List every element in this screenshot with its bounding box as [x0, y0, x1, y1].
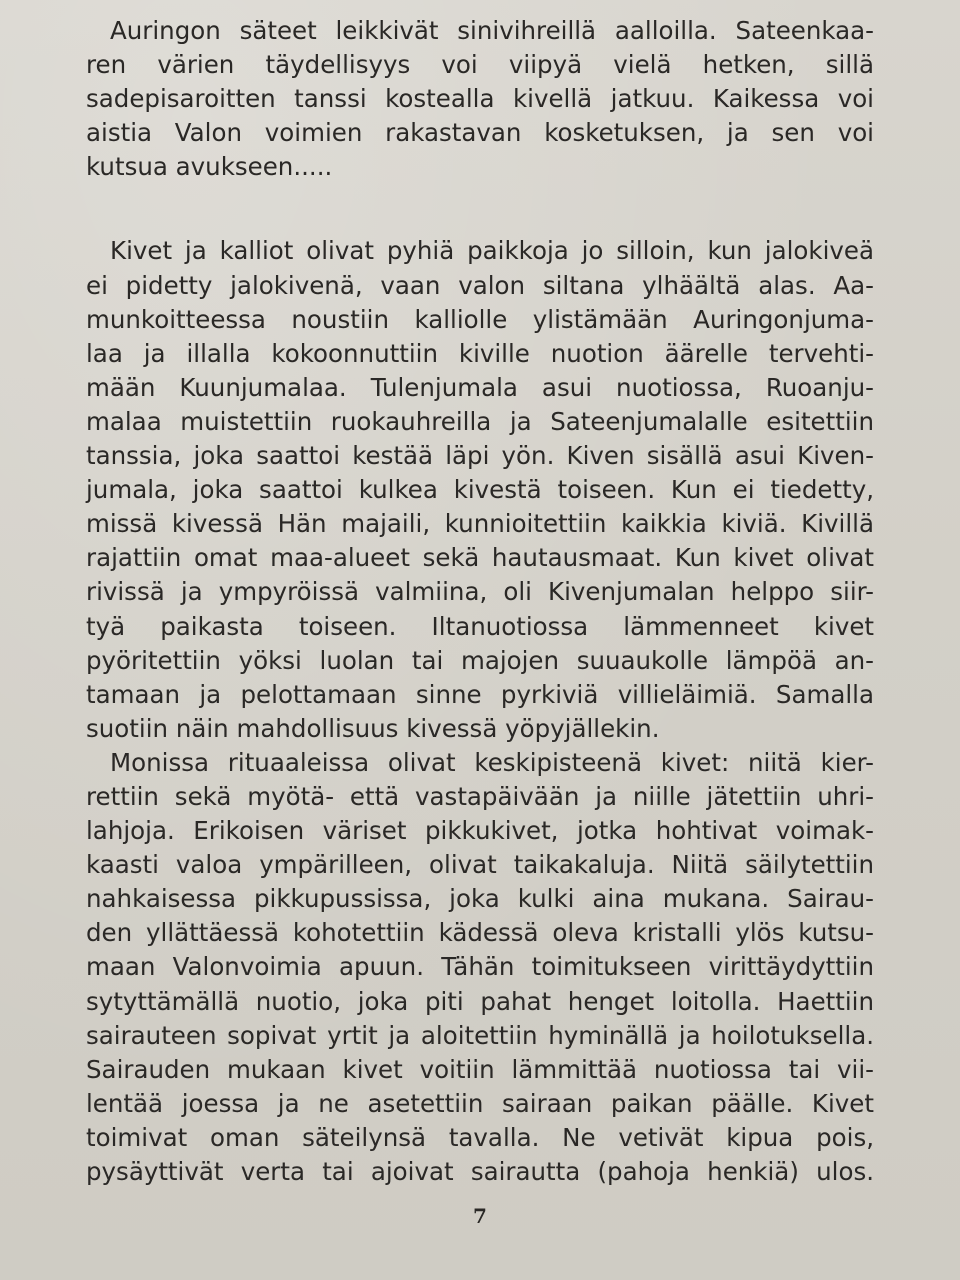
text-line: malaa muistettiin ruokauhreilla ja Sateenjumalalle esitettiin	[86, 406, 874, 436]
text-line: mään Kuunjumalaa. Tulenjumala asui nuotiossa, Ruoanju-	[86, 372, 874, 402]
text-line: Sairauden mukaan kivet voitiin lämmittää nuotiossa tai vii-	[86, 1054, 874, 1084]
page-number: 7	[473, 1204, 487, 1228]
paragraph-1	[86, 14, 874, 184]
text-line: sytyttämällä nuotio, joka piti pahat henget loitolla. Haettiin	[86, 986, 874, 1016]
text-line: rettiin sekä myötä- että vastapäivään ja niille jätettiin uhri-	[86, 781, 874, 811]
text-line: ei pidetty jalokivenä, vaan valon siltana ylhäältä alas. Aa-	[86, 270, 874, 300]
text-line: sairauteen sopivat yrtit ja aloitettiin hyminällä ja hoilotuksella.	[86, 1020, 874, 1050]
text-line: jumala, joka saattoi kulkea kivestä toiseen. Kun ei tiedetty,	[86, 475, 874, 505]
text-line: kutsua avukseen.....	[86, 152, 333, 182]
paragraph-gap	[86, 184, 874, 234]
text-line: munkoitteessa noustiin kalliolle ylistämään Auringonjuma-	[86, 304, 874, 334]
text-line: pyöritettiin yöksi luolan tai majojen suuaukolle lämpöä an-	[86, 645, 874, 675]
text-line: suotiin näin mahdollisuus kivessä yöpyjällekin.	[86, 713, 660, 743]
text-line: toimivat oman säteilynsä tavalla. Ne vetivät kipua pois,	[86, 1122, 874, 1152]
text-line: maan Valonvoimia apuun. Tähän toimitukseen virittäydyttiin	[86, 952, 874, 982]
text-line: Auringon säteet leikkivät sinivihreillä aalloilla. Sateenkaa-	[110, 16, 874, 45]
text-line: rivissä ja ympyröissä valmiina, oli Kivenjumalan helppo siir-	[86, 577, 874, 607]
text-line: Kivet ja kalliot olivat pyhiä paikkoja jo silloin, kun jalokiveä	[110, 236, 874, 266]
text-line: sadepisaroitten tanssi kostealla kivellä jatkuu. Kaikessa voi	[86, 84, 874, 114]
text-line: aistia Valon voimien rakastavan kosketuksen, ja sen voi	[86, 118, 874, 148]
text-line: missä kivessä Hän majaili, kunnioitettiin kaikkia kiviä. Kivillä	[86, 509, 874, 539]
text-line: tyä paikasta toiseen. Iltanuotiossa lämmenneet kivet	[86, 611, 874, 641]
text-line: tamaan ja pelottamaan sinne pyrkiviä villieläimiä. Samalla	[86, 679, 874, 709]
text-line: nahkaisessa pikkupussissa, joka kulki aina mukana. Sairau-	[86, 884, 874, 914]
text-line: laa ja illalla kokoonnuttiin kiville nuotion äärelle tervehti-	[86, 338, 874, 368]
text-line: tanssia, joka saattoi kestää läpi yön. Kiven sisällä asui Kiven-	[86, 441, 874, 471]
text-line: den yllättäessä kohotettiin kädessä oleva kristalli ylös kutsu-	[86, 918, 874, 948]
text-line: rajattiin omat maa-alueet sekä hautausmaat. Kun kivet olivat	[86, 543, 874, 573]
text-line: ren värien täydellisyys voi viipyä vielä hetken, sillä	[86, 50, 874, 80]
text-line: pysäyttivät verta tai ajoivat sairautta (pahoja henkiä) ulos.	[86, 1157, 874, 1186]
text-line: kaasti valoa ympärilleen, olivat taikakaluja. Niitä säilytettiin	[86, 850, 874, 880]
text-line: Monissa rituaaleissa olivat keskipisteenä kivet: niitä kier-	[110, 747, 874, 777]
paragraph-2	[86, 234, 874, 745]
text-line: lentää joessa ja ne asetettiin sairaan paikan päälle. Kivet	[86, 1088, 874, 1118]
text-line: lahjoja. Erikoisen väriset pikkukivet, jotka hohtivat voimak-	[86, 816, 874, 846]
paragraph-3	[86, 746, 874, 1189]
